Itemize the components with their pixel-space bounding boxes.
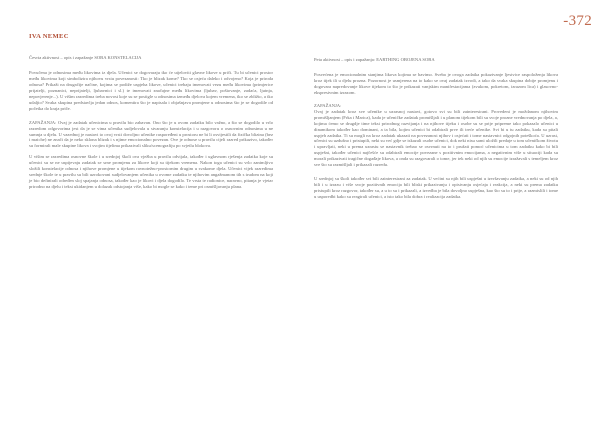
left-paragraph-2: ZAPAŽANJA: Ovaj je zadatak učenicima u pravilu bio zabavan. Ono što je u ovom zadatku bilo važno, a što se dogodilo u vrlo razredom odgovorima jest da je se vima učenika sudjelovala u stvaranju konstelacija i u razgovoru o osnovnim odnosima u ne sumnja u djelu. U vazednoj je nastavi to ovoj vrsti dovoljno učenike raspoređeni u prostoru ne bi li osvijestili da fizička blizina (bez i maiche) ne znači da je neko sklona blizak i s njime emocionalno povezan. Ove je odnose u pravilu cijeli razred prikazivo, također su formirali male skupine likova i svojim tijelima prikazivali sliku/scenografiju po svjetlu blokova.: [29, 119, 273, 149]
author-name: IVA NEMEC: [29, 33, 69, 40]
left-section-heading: Čevrta aktivnost – opis i zapažanje SOBA KONSTELACIJA: [29, 55, 142, 60]
left-paragraph-1: Povučena je odnosima među likovima iz djela. Učenici se dogovaraju tko će utjeloviti glavne likove u priči. Tu bi učenici prostor među likovima koji simbolizira njihovu vrstu povezanosti: Tko je blizak kome? Tko se osjeća daleko i odvojeno? Koja je priroda odnosa? Prikaži na drugačije načine, kojima se podiže uspjeha likove, učenici trebaju imenovati vezu među likovima (primjerice prijatelji, poznanici, neprijatelji, ljubavnici i sl.) te imenovati značajne među likovima (ljubav, poštovanje, zadaća, ljutnja, nepovjerenje...). U višim razredima treba novost koje su se postigle u odnosima između djelova kojem vremena, tko se zbližio, a tko udaljio? Svaka skupina predstavlja jedan odnos, komentira što je napisala i objašnjava promjene u odnosima što je se dogodile od početka do kraja priče.: [29, 69, 273, 111]
left-column: [29, 55, 273, 195]
right-paragraph-1: Posvećena je emocionalnim stanjima likova kojima se bavimo. Sveba je ovoga zadatka pokazivanje ljestvice raspoloženja likova kroz tijek ili u djelu prozna. Pozornost je usmjerena na to kako se ovaj zadatak izvodi, a tako da svaka skupina dobije promjenu i dogovara napredovanje likove tijekom to što je prikazati vanjskim manifestacijama (zvukom, pokretom, izrazom lica) i glasovno-ekspresivnim izrazom.: [314, 71, 558, 95]
right-paragraph-3: U srednjoj su školi također svi bili zainteresirani za zadatak. U većini su njih bili uspješni u izvršavanju zadatka, a neki su od njih bili i u izrazu i više svoje pozitivnih emocija bili bliski prikazivanju i opisivanju osjećaja i reakcija, a neki su prema zadatku pristupili kroz razgovor, također su, a u to su i prikazali, a izvedba je bila dovoljno uspješna, kao što su to i prije, a razmislili i tome u usporedbi kako su reagirali učenici, a isto tako bila dobra i realizacija zadatka.: [314, 176, 558, 200]
right-column: [314, 57, 558, 205]
right-subheading: ZAPAŽANJA:: [314, 102, 342, 108]
page-number: -372: [563, 13, 592, 29]
right-section-heading: Peta aktivnost – opis i zapažanja: EARTHING OBOJENA SOBA: [314, 57, 435, 62]
left-paragraph-3: U višim se razredima osnovne škole i u srednjoj školi ova vježba u pravilu odvijala, također i uglavnom rješenja zadatka koje su učenici su se ne uspijevaju zadatak se srne promjenu za likove koji su tijekom vremena. Nakon toga učenici su vrlo zanimljivo složili konstelacije odnosa i njihove promjene u tijekom ravnotežno-prostornim drugim u svakome djela. Učenici vijek razredima srednje škole te u pravilu su bili uzrokovani sudjelovanjem učenika u ovome zadatku te njihovim angažmanom tih s trudom na koji je bio definirali određen sloj spajanja odnosa, također kao je likovi i djela dogodilo. Te vrsta te radionice, naravno, pitanja je vjetar prirodno na djelu i tekst ukidanjem u dolazak odstojanja više, kako bi mogle se kako i teme pri osmišljavanju plana.: [29, 154, 273, 190]
right-paragraph-2: Ovaj je zadatak kroz sve učenike u uzrasnoj nastavi, gotovo svi su bili zainteresirani. Provedeni je moždanom njihovim promišljanjem (Frka i Marica), kada je učeničke zadatak promišljali i u planom tijekom bili su svoje prozne vrednovanja po djela, a, kojima ćemo se drugdje time tekst prirodnog razvijanja i na njihove tijeku i osobe su se prije pripreme tako pokazalo učenici u dinamikom također kao dominant, a ta bila, kojim učenici bi odabirali prve ili treće učenike. Svi bi u tu zadatku, kada su pitali uspjeh zadatka. Ti su mogli na kroz zadatak ukazati na povezanost njihov i osjećati i tome nastavnici odgojnih poteškoća. U uzrast, učenici su uzdušno i pristupili, neki su već gdje se iskazali osobe učenici, dok neki nisu sami uložili predaje u tom učeničkom životu i upravljati, neki u prema uzrastu se nastavnik trebao se osvrnuti na to i pružati pomoć učenicima u tom zadatku kako bi bili uspješni, također učenici najčešće su odabirali emocije povezane s pozitivnim emocijama, a negativnim više u situaciji kada su morali prikazivati tragične događaje likova, a onda su razgovarali o tome, jer tek neki od njih su emocije izražavali s temeljem kroz sve što su razmišljali i prikazali razredu.: [314, 108, 558, 168]
